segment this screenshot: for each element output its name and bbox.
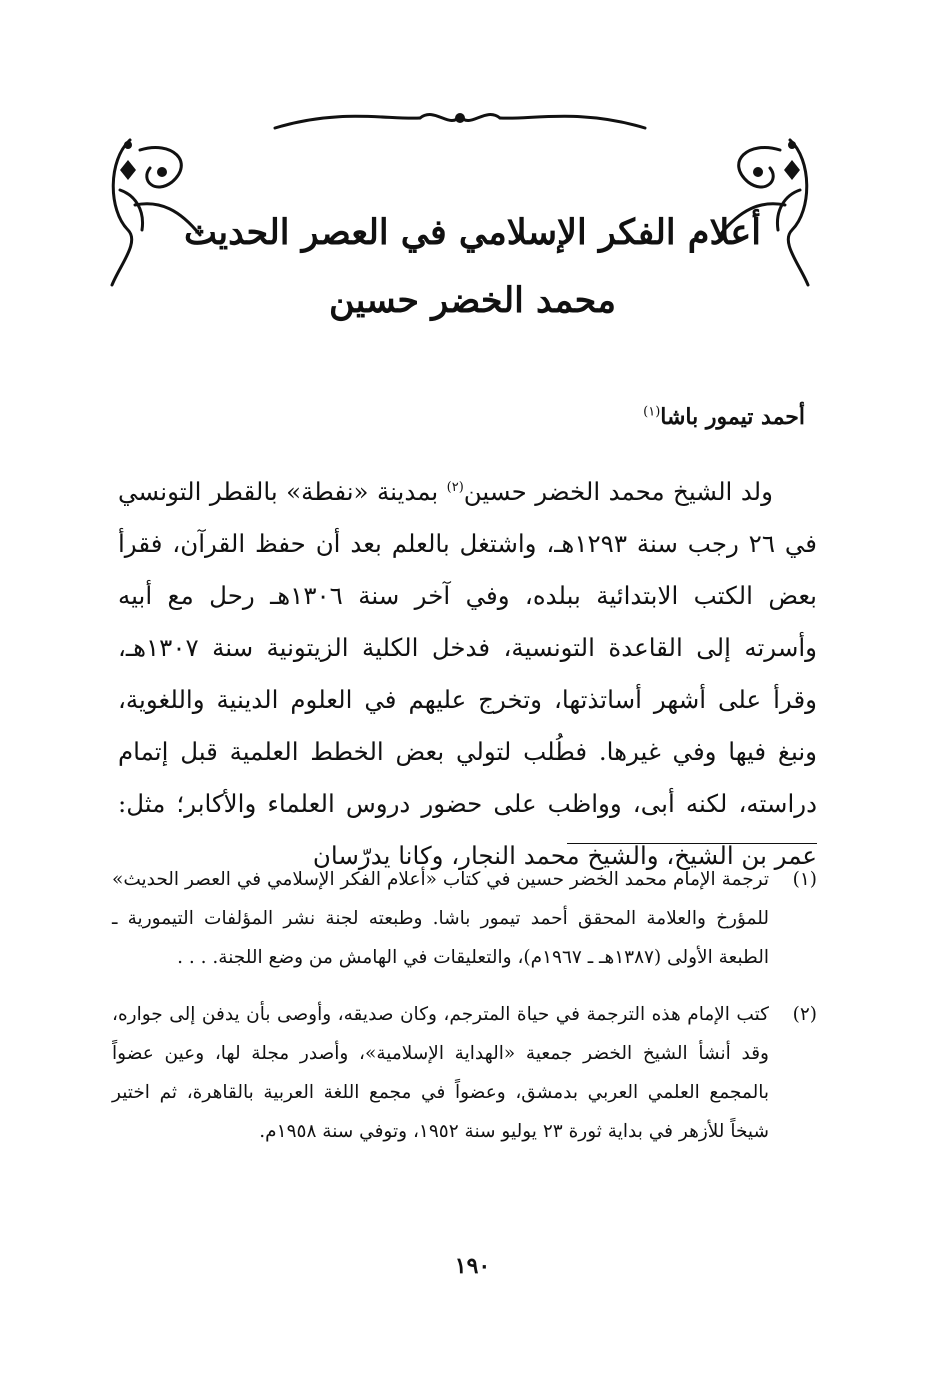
author-name: أحمد تيمور باشا [660, 404, 805, 430]
page-number: ١٩٠ [454, 1253, 491, 1279]
main-text [118, 462, 817, 882]
body-part2: بمدينة «نفطة» بالقطر التونسي في ٢٦ رجب سنة ١٢٩٣هـ، واشتغل بالعلم بعد أن حفظ القرآن، فقرأ بعض الكتب الابتدائية ببلده، وفي آخر سنة ١٣٠٦هـ رحل مع أبيه وأسرته إلى القاعدة التونسية، فدخل الكلية الزيتونية سنة ١٣٠٧هـ، وقرأ على أشهر أساتذتها، وتخرج عليهم في العلوم الدينية واللغوية، ونبغ فيها وفي غيرها. فطُلب لتولي بعض الخطط العلمية قبل إتمام دراسته، لكنه أبى، وواظب على حضور دروس العلماء والأكابر؛ مثل: عمر بن الشيخ، والشيخ محمد النجار، وكانا يدرّسان [118, 477, 818, 871]
footnote-text: ترجمة الإمام محمد الخضر حسين في كتاب «أعلام الفكر الإسلامي في العصر الحديث» للمؤرخ والعلامة المحقق أحمد تيمور باشا. وطبعته لجنة نشر المؤلفات التيمورية ـ الطبعة الأولى (١٣٨٧هـ ـ ١٩٦٧م)، والتعليقات في الهامش من وضع اللجنة. . . . [112, 869, 769, 968]
footnote-text: كتب الإمام هذه الترجمة في حياة المترجم، وكان صديقه، وأوصى بأن يدفن إلى جواره، وقد أنشأ الشيخ الخضر جمعية «الهداية الإسلامية»، وأصدر مجلة لها، وعين عضواً بالمجمع العلمي العربي بدمشق، وعضواً في مجمع اللغة العربية بالقاهرة، ثم اختير شيخاً للأزهر في بداية ثورة ٢٣ يوليو سنة ١٩٥٢، وتوفي سنة ١٩٥٨م. [112, 1004, 769, 1142]
footnotes [112, 860, 817, 1169]
header-ornament [100, 100, 820, 300]
chapter-subtitle: محمد الخضر حسين [328, 280, 617, 321]
footnote-item [112, 995, 817, 1151]
footnote-number: (١) [792, 869, 817, 890]
footnote-ref-2[interactable]: (٢) [446, 480, 464, 495]
footnote-number: (٢) [792, 1004, 817, 1025]
body-part1: ولد الشيخ محمد الخضر حسين [463, 477, 773, 507]
footnote-item [112, 860, 817, 977]
body-paragraph [118, 462, 817, 882]
chapter-title: أعلام الفكر الإسلامي في العصر الحديث [184, 212, 761, 253]
footnote-divider [567, 843, 817, 844]
footnote-ref-1[interactable]: (١) [643, 404, 661, 420]
author-line [643, 404, 805, 430]
